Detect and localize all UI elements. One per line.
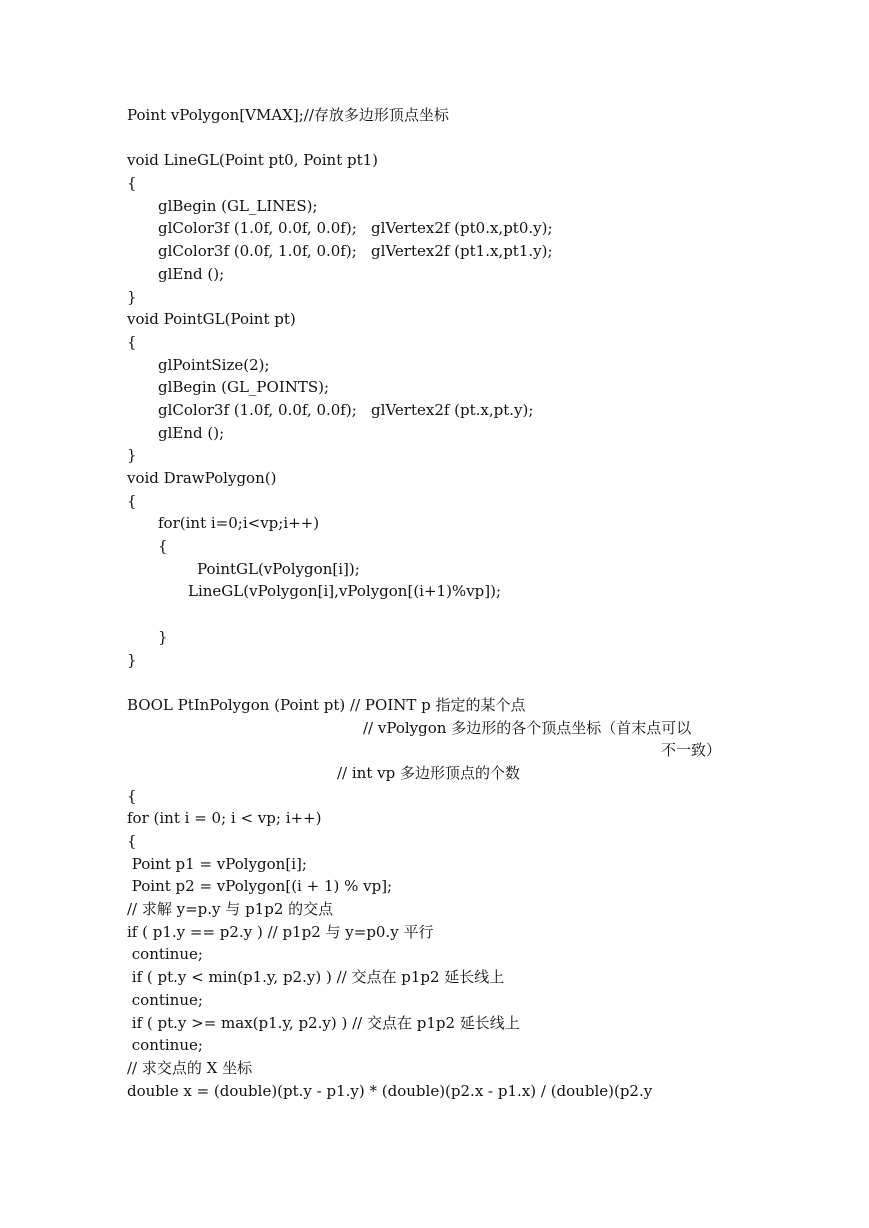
code-line: } [127, 446, 137, 465]
code-line: glColor3f (0.0f, 1.0f, 0.0f); glVertex2f (pt1.x,pt1.y); [158, 242, 553, 261]
code-line: } [127, 650, 137, 669]
code-line: Point p1 = vPolygon[i]; [127, 854, 307, 873]
code-line: { [158, 537, 168, 556]
code-line: { [127, 174, 137, 193]
code-line: continue; [127, 1036, 203, 1055]
code-line: LineGL(vPolygon[i],vPolygon[(i+1)%vp]); [188, 582, 502, 601]
code-line: // vPolygon 多边形的各个顶点坐标（首末点可以 [363, 718, 692, 737]
code-line: BOOL PtInPolygon (Point pt) // POINT p 指定的某个点 [127, 695, 526, 714]
code-line: if ( pt.y < min(p1.y, p2.y) ) // 交点在 p1p2 延长线上 [127, 968, 505, 987]
code-line: { [127, 832, 137, 850]
code-line: // int vp 多边形顶点的个数 [337, 763, 520, 782]
code-line: Point p2 = vPolygon[(i + 1) % vp]; [127, 877, 393, 896]
code-line: void LineGL(Point pt0, Point pt1) [127, 151, 379, 170]
code-line: } [158, 627, 168, 646]
code-line [0, 603, 869, 626]
code-line: { [127, 491, 137, 510]
code-line: glPointSize(2); [158, 355, 270, 374]
code-line: { [127, 332, 137, 351]
code-line: if ( p1.y == p2.y ) // p1p2 与 y=p0.y 平行 [127, 922, 434, 941]
code-line: for(int i=0;i<vp;i++) [158, 514, 320, 533]
code-line: { [127, 786, 137, 805]
code-line: } [127, 287, 137, 306]
code-line: glBegin (GL_LINES); [158, 196, 318, 215]
code-line: // 求解 y=p.y 与 p1p2 的交点 [127, 900, 334, 919]
code-line: double x = (double)(pt.y - p1.y) * (double)(p2.x - p1.x) / (double)(p2.y [127, 1081, 653, 1100]
code-line: for (int i = 0; i < vp; i++) [127, 809, 322, 828]
code-line: glColor3f (1.0f, 0.0f, 0.0f); glVertex2f (pt0.x,pt0.y); [158, 219, 553, 238]
code-listing [0, 104, 869, 1102]
code-line: continue; [127, 945, 203, 964]
code-line: // 求交点的 X 坐标 [127, 1058, 253, 1077]
code-line: void PointGL(Point pt) [127, 310, 296, 329]
code-line: glEnd (); [158, 264, 225, 283]
code-line: glBegin (GL_POINTS); [158, 378, 330, 397]
code-line: glEnd (); [158, 423, 225, 442]
code-line: void DrawPolygon() [127, 469, 277, 487]
code-line: if ( pt.y >= max(p1.y, p2.y) ) // 交点在 p1p2 延长线上 [127, 1013, 520, 1032]
code-line [0, 127, 869, 150]
code-line: Point vPolygon[VMAX];//存放多边形顶点坐标 [127, 106, 449, 124]
code-line: PointGL(vPolygon[i]); [197, 559, 360, 578]
code-line: 不一致） [661, 741, 722, 760]
code-line: glColor3f (1.0f, 0.0f, 0.0f); glVertex2f (pt.x,pt.y); [158, 400, 534, 419]
code-line: continue; [127, 990, 203, 1009]
code-line [0, 671, 869, 694]
